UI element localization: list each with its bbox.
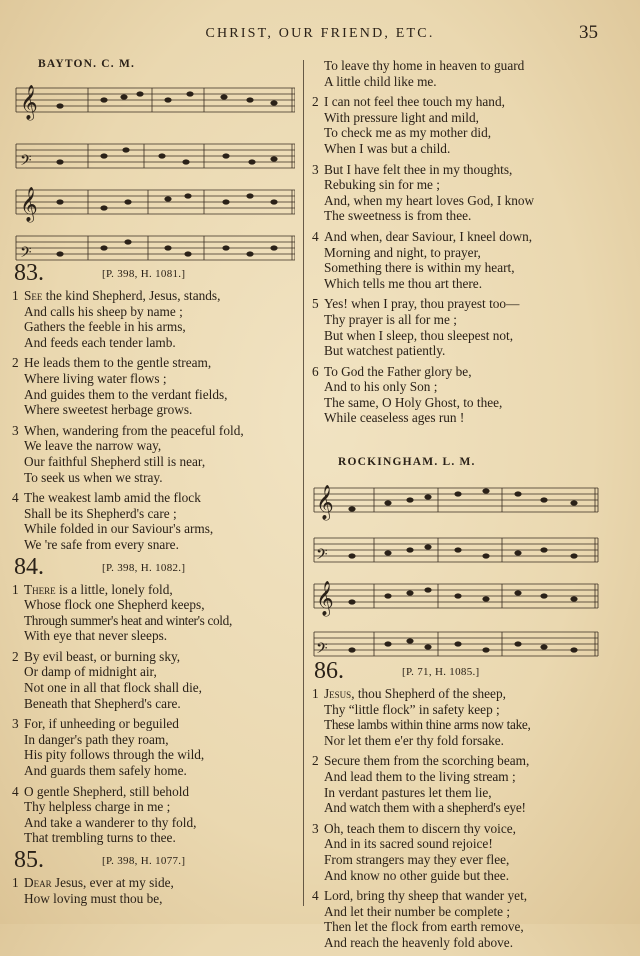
hymn-reference: [P. 398, H. 1077.] — [102, 855, 186, 867]
verse-line: And guards them safely home. — [24, 763, 187, 779]
verse-line: O gentle Shepherd, still behold — [24, 783, 190, 799]
svg-text:𝄢: 𝄢 — [316, 546, 328, 568]
verse-number: 2 — [12, 355, 19, 371]
verse-line: These lambs within thine arms now take, — [324, 717, 531, 733]
verse-line: Thy helpless charge in me ; — [24, 799, 171, 815]
verse — [12, 423, 295, 485]
verse-line: When, wandering from the peaceful fold, — [24, 422, 244, 438]
verse-line: Jesus, ever at my side, — [51, 875, 174, 890]
page-header — [0, 22, 640, 44]
verse-line: And take a wanderer to thy fold, — [24, 814, 197, 830]
verse — [312, 229, 612, 291]
verse-line: Which tells me thou art there. — [324, 275, 483, 291]
svg-text:𝄞: 𝄞 — [316, 485, 334, 521]
drop-word: Jesus — [324, 686, 352, 702]
verse-line: And calls his sheep by name ; — [24, 303, 183, 319]
verse-line: And watch them with a shepherd's eye! — [324, 800, 526, 816]
verse-line: But when I sleep, thou sleepest not, — [324, 327, 514, 343]
verse-number: 3 — [312, 820, 319, 836]
verse — [312, 821, 612, 883]
verse-line: Lord, bring thy sheep that wander yet, — [324, 888, 528, 904]
verse-line: Where living water flows ; — [24, 370, 167, 386]
verse-line: Or damp of midnight air, — [24, 664, 157, 680]
verse-continued — [312, 58, 612, 89]
verse-line: And when, dear Saviour, I kneel down, — [324, 228, 533, 244]
verse-number: 3 — [12, 716, 19, 732]
svg-text:𝄢: 𝄢 — [20, 152, 32, 173]
hymn-86 — [312, 658, 612, 951]
verse-line: For, if unheeding or beguiled — [24, 716, 179, 732]
hymn-number: 85. — [14, 847, 44, 873]
verse-line: We 're safe from every snare. — [24, 536, 179, 552]
verse-number: 4 — [312, 888, 319, 904]
verse-line: Thy “little flock” in safety keep ; — [324, 701, 500, 717]
verse — [312, 364, 612, 426]
verse-line: Beneath that Shepherd's care. — [24, 695, 181, 711]
verse — [312, 162, 612, 224]
verse-line: In danger's path they roam, — [24, 731, 169, 747]
drop-word: There — [24, 581, 56, 597]
music-staff — [312, 470, 612, 660]
verse-line: Something there is within my heart, — [324, 260, 515, 276]
hymn-84 — [12, 553, 295, 847]
verse — [12, 490, 295, 552]
verse-line: Shall be its Shepherd's care ; — [24, 505, 177, 521]
page-number: 35 — [579, 22, 598, 43]
verse-line: I can not feel thee touch my hand, — [324, 94, 505, 110]
svg-text:𝄢: 𝄢 — [20, 244, 32, 262]
verse-line: , thou Shepherd of the sheep, — [351, 686, 506, 702]
verse-line: And let their number be complete ; — [324, 903, 511, 919]
verse — [12, 288, 295, 350]
verse-line: And, when my heart loves God, I know — [324, 192, 535, 208]
verse-line: Where sweetest herbage grows. — [24, 402, 193, 418]
verse-number: 5 — [312, 296, 319, 312]
left-column — [12, 56, 295, 911]
drop-word: See — [24, 288, 43, 303]
verse — [12, 875, 295, 906]
verse — [312, 686, 612, 748]
verse-line: Gathers the feeble in his arms, — [24, 319, 186, 335]
verse-line: While folded in our Saviour's arms, — [24, 521, 214, 537]
verse-line: Through summer's heat and winter's cold, — [24, 612, 232, 628]
verse-number: 4 — [12, 783, 19, 799]
verse-line: But watchest patiently. — [324, 343, 446, 359]
verse-line: While ceaseless ages run ! — [324, 410, 465, 426]
verse-line: From strangers may they ever flee, — [324, 852, 510, 867]
verse-number: 1 — [312, 686, 319, 702]
verse-line: Morning and night, to prayer, — [324, 244, 481, 260]
verse-line: To seek us when we stray. — [24, 469, 163, 485]
verse-line: How loving must thou be, — [24, 890, 163, 906]
verse-line: Then let the flock from earth remove, — [324, 919, 524, 935]
verse-line: That trembling turns to thee. — [24, 830, 176, 846]
verse-line: His pity follows through the wild, — [24, 747, 205, 763]
verse-line: A little child like me. — [324, 73, 437, 89]
verse-line: And know no other guide but thee. — [324, 867, 510, 883]
verse-number: 3 — [12, 422, 19, 438]
verse — [12, 784, 295, 846]
hymn-reference: [P. 398, H. 1082.] — [102, 561, 186, 574]
verse-number: 4 — [12, 490, 19, 506]
verse-line: And lead them to the living stream ; — [324, 769, 516, 785]
svg-text:𝄞: 𝄞 — [20, 85, 38, 120]
hymn-reference: [P. 71, H. 1085.] — [402, 666, 480, 679]
verse-line: We leave the narrow way, — [24, 438, 162, 454]
verse-line: By evil beast, or burning sky, — [24, 648, 181, 664]
verse-number: 1 — [12, 288, 19, 303]
verse-line: the kind Shepherd, Jesus, stands, — [42, 288, 221, 303]
verse-number: 2 — [312, 94, 319, 110]
music-staff — [12, 72, 295, 262]
svg-text:𝄢: 𝄢 — [316, 640, 328, 661]
verse-number: 1 — [12, 581, 19, 597]
hymn-number: 83. — [14, 260, 44, 286]
verse-line: The weakest lamb amid the flock — [24, 490, 201, 506]
hymn-83 — [12, 260, 295, 553]
verse-line: When I was but a child. — [324, 140, 451, 156]
right-column — [312, 58, 612, 956]
verse-line: To check me as my mother did, — [324, 125, 492, 141]
verse-number: 3 — [312, 161, 319, 177]
verse — [12, 649, 295, 711]
verse-line: To leave thy home in heaven to guard — [324, 58, 525, 73]
verse-line: He leads them to the gentle stream, — [24, 355, 212, 371]
hymn-number: 84. — [14, 553, 44, 580]
verse-line: Oh, teach them to discern thy voice, — [324, 820, 517, 836]
running-title: CHRIST, OUR FRIEND, ETC. — [205, 26, 435, 41]
verse-number: 1 — [12, 875, 19, 890]
verse-line: In verdant pastures let them lie, — [324, 784, 492, 800]
verse-line: And feeds each tender lamb. — [24, 334, 176, 350]
verse-number: 6 — [312, 363, 319, 379]
svg-text:𝄞: 𝄞 — [20, 187, 38, 222]
verse — [312, 888, 612, 950]
verse-line: And in its sacred sound rejoice! — [324, 836, 493, 852]
verse-line: To God the Father glory be, — [324, 363, 472, 379]
hymn-85 — [12, 847, 295, 906]
drop-word: Dear — [24, 875, 52, 890]
verse-line: With pressure light and mild, — [324, 109, 479, 125]
tune-name-bayton: BAYTON. C. M. — [38, 58, 136, 70]
hymn-number: 86. — [314, 658, 344, 685]
verse-line: The same, O Holy Ghost, to thee, — [324, 394, 503, 410]
verse-line: But I have felt thee in my thoughts, — [324, 161, 513, 177]
verse-line: Not one in all that flock shall die, — [24, 680, 202, 696]
verse-line: Thy prayer is all for me ; — [324, 311, 457, 327]
verse — [12, 355, 295, 417]
verse-line: is a little, lonely fold, — [55, 581, 173, 597]
hymn-reference: [P. 398, H. 1081.] — [102, 268, 186, 280]
verse-number: 2 — [12, 648, 19, 664]
tune-name-rockingham: ROCKINGHAM. L. M. — [338, 456, 476, 469]
verse-line: With eye that never sleeps. — [24, 628, 168, 644]
verse-line: Yes! when I pray, thou prayest too— — [324, 296, 520, 312]
verse — [312, 753, 612, 815]
column-divider — [303, 60, 304, 906]
verse — [312, 94, 612, 156]
verse-number: 4 — [312, 228, 319, 244]
verse-line: Nor let them e'er thy fold forsake. — [324, 732, 504, 748]
verse — [12, 582, 295, 644]
verse-number: 2 — [312, 753, 319, 769]
verse-line: The sweetness is from thee. — [324, 208, 472, 224]
verse-line: Secure them from the scorching beam, — [324, 753, 530, 769]
verse — [12, 716, 295, 778]
verse-line: Our faithful Shepherd still is near, — [24, 453, 206, 469]
verse — [312, 296, 612, 358]
verse-line: Rebuking sin for me ; — [324, 177, 440, 193]
svg-text:𝄞: 𝄞 — [316, 581, 334, 617]
verse-line: Whose flock one Shepherd keeps, — [24, 597, 205, 613]
verse-line: And guides them to the verdant fields, — [24, 386, 228, 402]
verse-line: And to his only Son ; — [324, 379, 438, 395]
verse-line: And reach the heavenly fold above. — [324, 934, 514, 950]
